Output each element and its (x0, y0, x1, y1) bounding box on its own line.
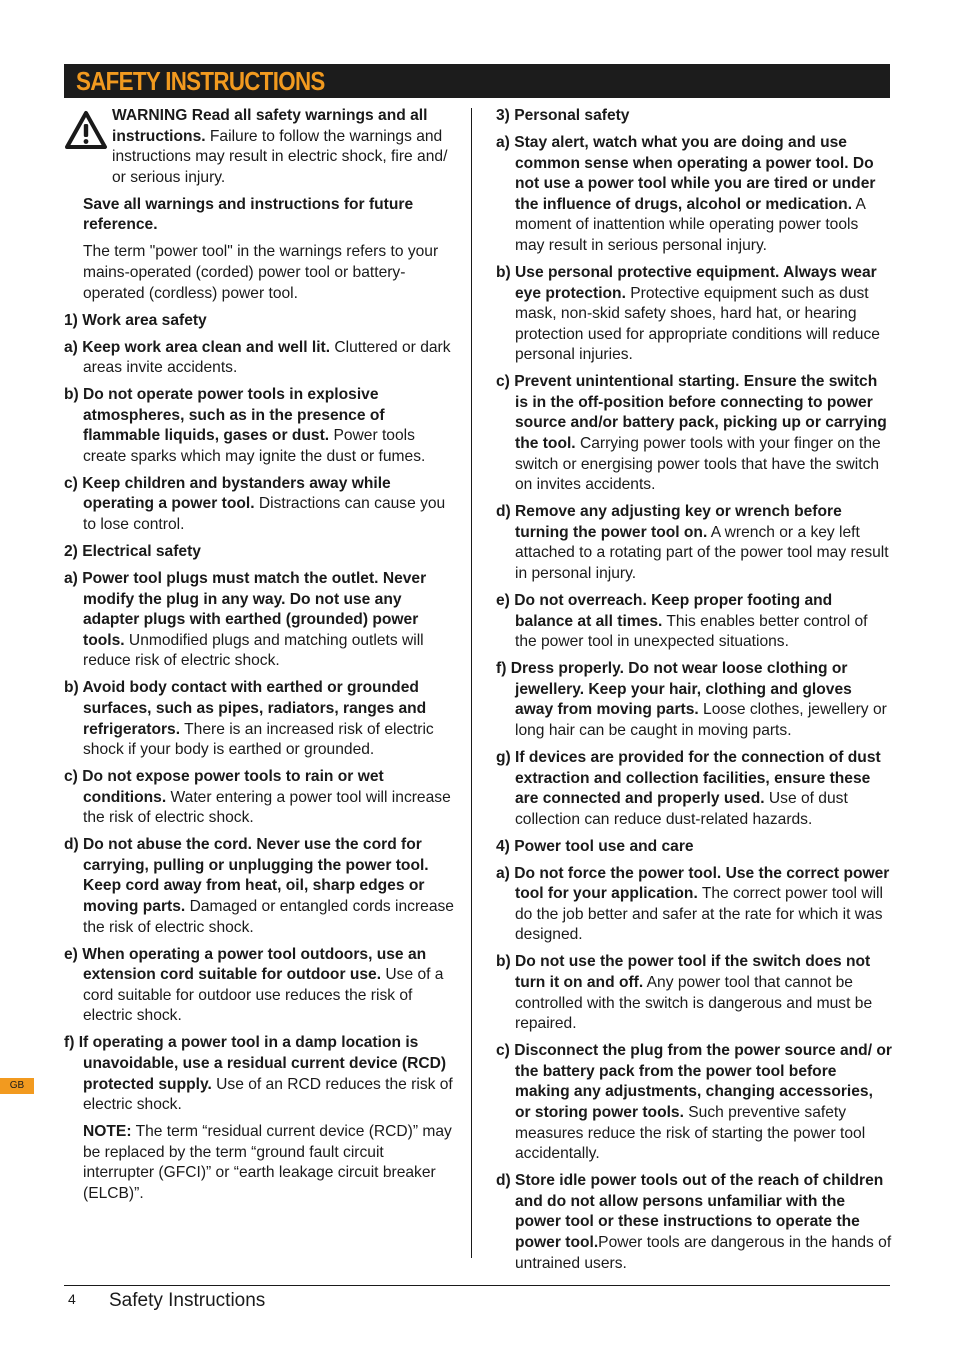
electrical-item-e (64, 945, 454, 1027)
personal-item-a (496, 133, 892, 257)
work-area-safety-heading: 1) Work area safety (64, 311, 207, 329)
item-bold-text: b) Do not operate power tools in explosive atmospheres, such as in the presence of flammable liquids, gases or dust. (64, 386, 385, 445)
item-text: There is an increased risk of electric shock if your body is earthed or grounded. (83, 720, 434, 759)
warning-text: Failure to follow the warnings and instructions may result in electric shock, fire and/ or serious injury. (112, 127, 448, 186)
warning-triangle-icon (64, 110, 108, 150)
tool-use-item-d (496, 1171, 892, 1274)
warning-bold-text: WARNING Read all safety warnings and all instructions. (112, 107, 428, 145)
item-text: A moment of inattention while operating power tools may result in serious personal injury. (515, 195, 866, 254)
electrical-item-a (64, 569, 454, 672)
note-text: The term “residual current device (RCD)” may be replaced by the term “ground fault circuit interrupter (GFCI)” or “earth leakage circuit breaker (ELCB)”. (83, 1123, 452, 1202)
footer-rule (64, 1285, 890, 1286)
work-area-item-b (64, 385, 454, 467)
item-bold-text: f) If operating a power tool in a damp location is unavoidable, use a residual current device (RCD) protected supply. (64, 1034, 447, 1093)
personal-item-b (496, 263, 892, 366)
note-label: NOTE: (83, 1123, 132, 1141)
item-bold-text: b) Avoid body contact with earthed or grounded surfaces, such as pipes, radiators, ranges and refrigerators. (64, 679, 427, 738)
page-title: SAFETY INSTRUCTIONS (76, 66, 325, 96)
item-bold-text: c) Prevent unintentional starting. Ensure the switch is in the off-position before connecting to power source and/or battery pack, picking up or carrying the tool. (496, 373, 887, 453)
personal-item-f (496, 659, 892, 741)
item-bold-text: b) Use personal protective equipment. Always wear eye protection. (496, 263, 877, 302)
item-text: Carrying power tools with your finger on the switch or energising power tools that have the switch on invites accidents. (515, 435, 881, 494)
item-bold-text: d) Do not abuse the cord. Never use the cord for carrying, pulling or unplugging the power tool. Keep cord away from heat, oil, sharp edges or moving parts. (64, 836, 429, 916)
warning-paragraph (112, 106, 454, 188)
column-divider (471, 108, 472, 1258)
item-text: Such preventive safety measures reduce the risk of starting the power tool accidentally. (515, 1104, 866, 1163)
item-text: A wrench or a key left attached to a rotating part of the power tool may result in personal injury. (515, 523, 889, 583)
personal-item-g (496, 748, 892, 830)
item-bold-text: c) Do not expose power tools to rain or wet conditions. (64, 768, 384, 806)
electrical-item-b (64, 678, 454, 760)
item-text: Damaged or entangled cords increase the risk of electric shock. (83, 898, 454, 936)
electrical-item-c (64, 767, 454, 829)
item-text: Use of an RCD reduces the risk of electric shock. (83, 1075, 453, 1114)
item-bold-text: b) Do not use the power tool if the switch does not turn it on and off. (496, 953, 871, 992)
section-header-bar (64, 64, 890, 98)
footer-title: Safety Instructions (109, 1290, 266, 1311)
item-bold-text: e) When operating a power tool outdoors, use an extension cord suitable for outdoor use. (64, 945, 427, 984)
item-text: Use of dust collection can reduce dust-related hazards. (515, 790, 848, 828)
electrical-safety-heading: 2) Electrical safety (64, 543, 201, 561)
item-text: Power tools create sparks which may ignite the dust or fumes. (83, 427, 426, 465)
item-text: Use of a cord suitable for outdoor use reduces the risk of electric shock. (83, 966, 444, 1025)
item-bold-text: d) Store idle power tools out of the reach of children and do not allow persons unfamiliar with the power tool or these instructions to operate the power tool. (496, 1172, 884, 1251)
item-text: Distractions can cause you to lose control. (83, 495, 446, 534)
item-bold-text: d) Remove any adjusting key or wrench before turning the power tool on. (496, 503, 842, 541)
left-column (64, 106, 454, 1211)
item-text: Water entering a power tool will increase the risk of electric shock. (83, 788, 451, 827)
electrical-item-d (64, 835, 454, 938)
item-bold-text: a) Stay alert, watch what you are doing and use common sense when operating a power tool. Do not use a power tool while you are tired or under the influence of drugs, alcohol or medication. (496, 133, 876, 213)
item-bold-text: a) Power tool plugs must match the outlet. Never modify the plug in any way. Do not use any adapter plugs with earthed (grounded) power tools. (64, 570, 427, 649)
power-tool-term-note: The term "power tool" in the warnings refers to your mains-operated (corded) power tool or battery-operated (cordless) power tool. (83, 243, 439, 302)
language-tab-gb: GB (0, 1078, 34, 1094)
item-text: Any power tool that cannot be controlled with the switch is dangerous and must be repaired. (515, 974, 873, 1033)
tool-use-item-c (496, 1041, 892, 1165)
tool-use-care-heading: 4) Power tool use and care (496, 837, 694, 855)
item-text: The correct power tool will do the job better and safer at the rate for which it was designed. (515, 885, 883, 944)
item-bold-text: a) Keep work area clean and well lit. (64, 338, 331, 356)
item-text: This enables better control of the power tool in unexpected situations. (515, 612, 868, 651)
item-text: Power tools are dangerous in the hands of untrained users. (515, 1233, 892, 1272)
personal-safety-heading: 3) Personal safety (496, 107, 630, 124)
item-text: Cluttered or dark areas invite accidents. (83, 338, 451, 377)
item-bold-text: g) If devices are provided for the connection of dust extraction and collection facilities, ensure these are connected and properly used. (496, 748, 881, 808)
item-bold-text: c) Disconnect the plug from the power source and/ or the battery pack from the power tool before making any adjustments, changing accessories, or storing power tools. (496, 1042, 892, 1122)
tool-use-item-b (496, 952, 892, 1034)
electrical-item-f (64, 1033, 454, 1115)
personal-item-c (496, 372, 892, 496)
item-text: Loose clothes, jewellery or long hair can be caught in moving parts. (515, 701, 887, 739)
right-column (496, 106, 892, 1281)
save-instructions-note: Save all warnings and instructions for future reference. (83, 195, 414, 234)
item-bold-text: e) Do not overreach. Keep proper footing and balance at all times. (496, 592, 833, 630)
warning-block (64, 106, 454, 188)
personal-item-d (496, 502, 892, 584)
item-bold-text: a) Do not force the power tool. Use the correct power tool for your application. (496, 864, 890, 903)
item-text: Protective equipment such as dust mask, non-skid safety shoes, hard hat, or hearing protection used for appropriate conditions will reduce personal injuries. (515, 284, 880, 364)
tool-use-item-a (496, 864, 892, 946)
item-bold-text: f) Dress properly. Do not wear loose clothing or jewellery. Keep your hair, clothing and gloves away from moving parts. (496, 660, 852, 719)
rcd-note (64, 1122, 454, 1204)
personal-item-e (496, 591, 892, 653)
item-text: Unmodified plugs and matching outlets will reduce risk of electric shock. (83, 631, 424, 670)
work-area-item-a (64, 338, 454, 379)
work-area-item-c (64, 474, 454, 536)
item-bold-text: c) Keep children and bystanders away while operating a power tool. (64, 474, 391, 513)
page-number: 4 (68, 1291, 76, 1307)
